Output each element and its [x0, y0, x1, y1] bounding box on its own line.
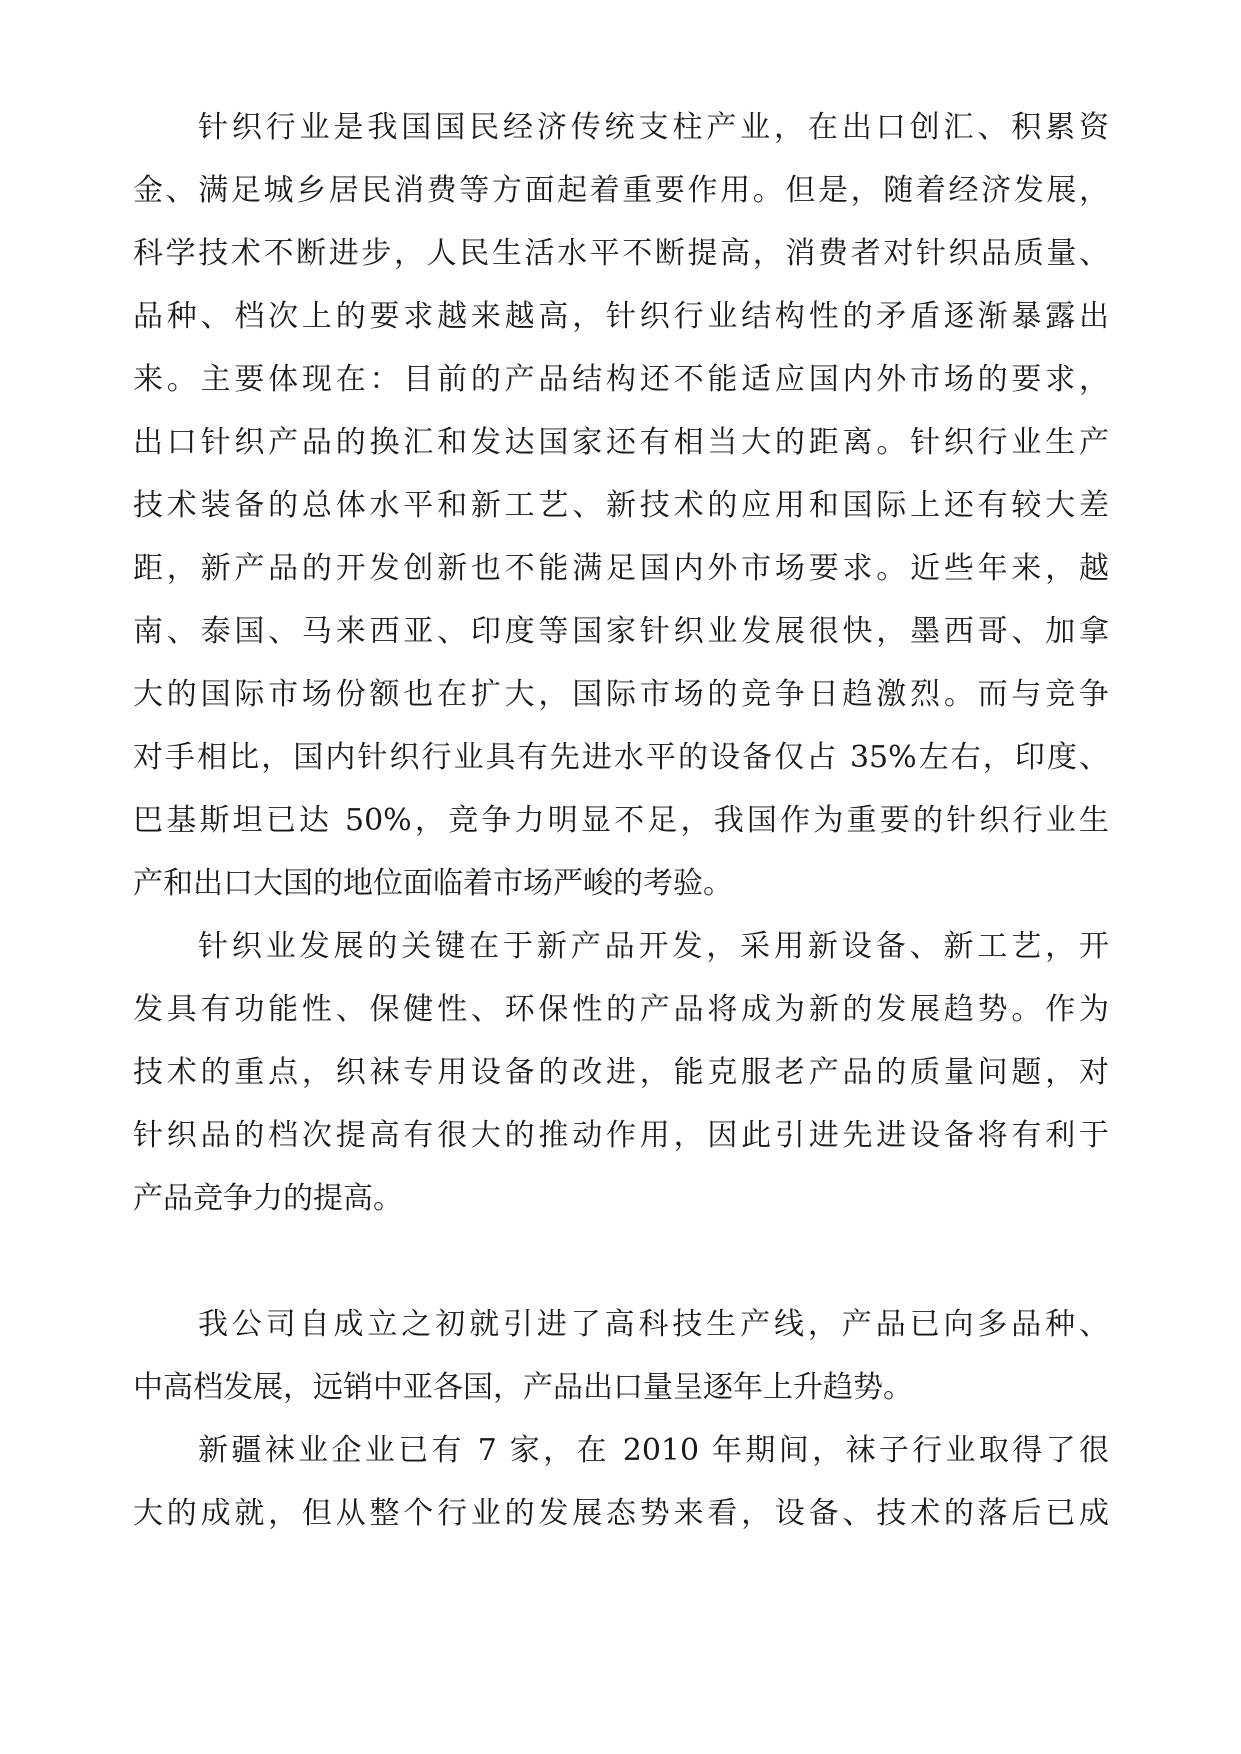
paragraph-1-line-5: 来。主要体现在：目前的产品结构还不能适应国内外市场的要求，	[133, 362, 1109, 397]
paragraph-1-line-6: 出口针织产品的换汇和发达国家还有相当大的距离。针织行业生产	[133, 425, 1109, 460]
paragraph-3-line-1: 我公司自成立之初就引进了高科技生产线，产品已向多品种、	[198, 1307, 1109, 1342]
paragraph-3-line-2: 中高档发展，远销中亚各国，产品出口量呈逐年上升趋势。	[133, 1370, 913, 1405]
paragraph-1-line-1: 针织行业是我国国民经济传统支柱产业，在出口创汇、积累资	[198, 110, 1109, 145]
paragraph-4-line-1: 新疆袜业企业已有 7 家，在 2010 年期间，袜子行业取得了很	[198, 1433, 1109, 1468]
paragraph-2-line-5: 产品竞争力的提高。	[133, 1181, 403, 1216]
paragraph-1-line-3: 科学技术不断进步，人民生活水平不断提高，消费者对针织品质量、	[133, 236, 1109, 271]
paragraph-1-line-4: 品种、档次上的要求越来越高，针织行业结构性的矛盾逐渐暴露出	[133, 299, 1109, 334]
paragraph-1-line-2: 金、满足城乡居民消费等方面起着重要作用。但是，随着经济发展，	[133, 173, 1109, 208]
paragraph-1-line-12: 巴基斯坦已达 50%，竞争力明显不足，我国作为重要的针织行业生	[133, 803, 1109, 838]
paragraph-2-line-4: 针织品的档次提高有很大的推动作用，因此引进先进设备将有利于	[133, 1118, 1109, 1153]
paragraph-2-line-1: 针织业发展的关键在于新产品开发，采用新设备、新工艺，开	[198, 929, 1109, 964]
paragraph-1-line-8: 距，新产品的开发创新也不能满足国内外市场要求。近些年来，越	[133, 551, 1109, 586]
paragraph-1-line-13: 产和出口大国的地位面临着市场严峻的考验。	[133, 866, 733, 901]
paragraph-2-line-3: 技术的重点，织袜专用设备的改进，能克服老产品的质量问题，对	[133, 1055, 1109, 1090]
paragraph-4-line-2: 大的成就，但从整个行业的发展态势来看，设备、技术的落后已成	[133, 1496, 1109, 1531]
paragraph-1-line-7: 技术装备的总体水平和新工艺、新技术的应用和国际上还有较大差	[133, 488, 1109, 523]
paragraph-1-line-9: 南、泰国、马来西亚、印度等国家针织业发展很快，墨西哥、加拿	[133, 614, 1109, 649]
paragraph-1-line-11: 对手相比，国内针织行业具有先进水平的设备仅占 35%左右，印度、	[133, 740, 1109, 775]
paragraph-2-line-2: 发具有功能性、保健性、环保性的产品将成为新的发展趋势。作为	[133, 992, 1109, 1027]
paragraph-1-line-10: 大的国际市场份额也在扩大，国际市场的竞争日趋激烈。而与竞争	[133, 677, 1109, 712]
